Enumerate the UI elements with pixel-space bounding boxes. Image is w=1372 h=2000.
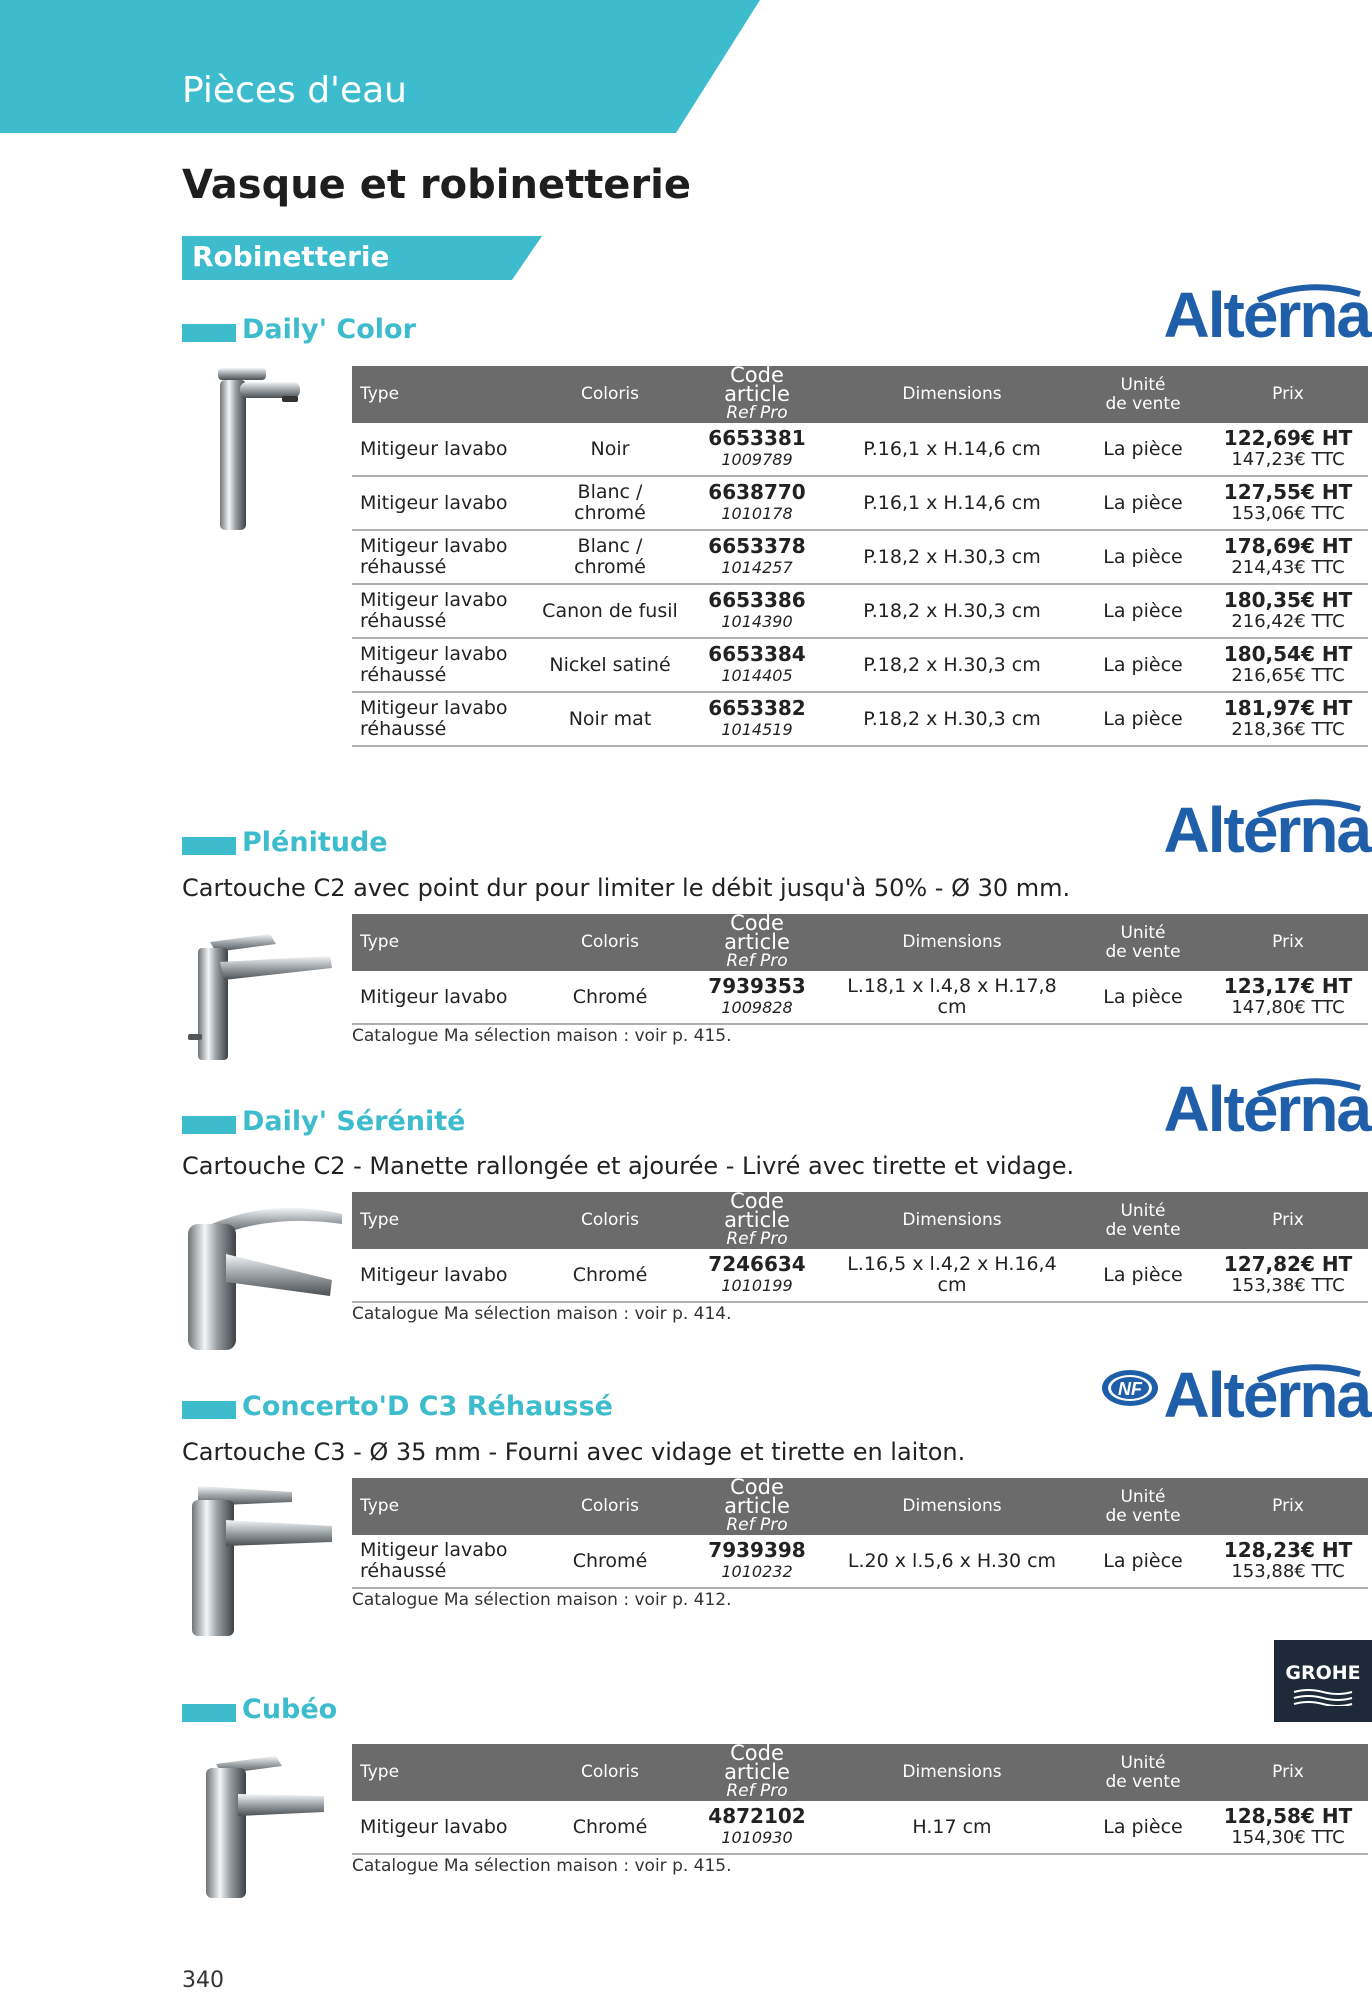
alterna-logo (1162, 795, 1372, 865)
cell-unite: La pièce (1078, 584, 1208, 638)
price-ttc: 216,65€ TTC (1231, 665, 1345, 686)
col-unite (1078, 1192, 1208, 1249)
col-unite (1078, 914, 1208, 971)
type-line-1: Mitigeur lavabo (360, 437, 508, 460)
cell-dimensions: H.17 cm (826, 1801, 1078, 1854)
col-code (688, 911, 826, 971)
price-ht: 180,54€ HT (1223, 642, 1353, 666)
cell-type (352, 530, 532, 584)
cell-prix (1208, 971, 1368, 1024)
product-table (352, 1741, 1368, 1855)
type-line-1: Mitigeur lavabo (360, 589, 508, 611)
table-row (352, 1535, 1368, 1588)
catalogue-note: Catalogue Ma sélection maison : voir p. 415. (352, 1856, 732, 1876)
col-type: Type (352, 1478, 532, 1535)
cell-prix (1208, 692, 1368, 746)
brand-name: Alterna (1163, 794, 1370, 866)
page-number: 340 (182, 1968, 224, 1993)
table-row (352, 530, 1368, 584)
cell-dimensions: L.16,5 x l.4,2 x H.16,4 cm (826, 1249, 1078, 1302)
cell-unite: La pièce (1078, 692, 1208, 746)
code-article: 6653386 (708, 588, 806, 612)
table-header-row (352, 366, 1368, 423)
section-description: Cartouche C2 avec point dur pour limiter le débit jusqu'à 50% - Ø 30 mm. (182, 874, 1071, 902)
cell-type (352, 1535, 532, 1588)
cell-unite: La pièce (1078, 1249, 1208, 1302)
nf-certification-icon (1100, 1364, 1160, 1408)
table-header-row (352, 914, 1368, 971)
col-prix: Prix (1208, 1478, 1368, 1535)
product-table (352, 1475, 1368, 1589)
col-ref-label: Ref Pro (726, 1515, 788, 1535)
section-banner (0, 0, 760, 133)
catalogue-note: Catalogue Ma sélection maison : voir p. 415. (352, 1026, 732, 1046)
col-type: Type (352, 914, 532, 971)
col-unite-2: de vente (1105, 941, 1181, 962)
ref-pro: 1014405 (721, 666, 793, 685)
ref-pro: 1010930 (721, 1828, 793, 1847)
col-dimensions: Dimensions (826, 1192, 1078, 1249)
col-code-label: Code article (724, 363, 790, 406)
cell-type (352, 423, 532, 476)
col-coloris: Coloris (532, 1744, 688, 1801)
price-ht: 128,58€ HT (1223, 1804, 1353, 1828)
table-header-row (352, 1478, 1368, 1535)
col-unite-1: Unité (1120, 374, 1166, 395)
col-unite (1078, 1478, 1208, 1535)
cell-dimensions: P.18,2 x H.30,3 cm (826, 584, 1078, 638)
cell-prix (1208, 584, 1368, 638)
price-ht: 127,55€ HT (1223, 480, 1353, 504)
cell-prix (1208, 1535, 1368, 1588)
price-ttc: 153,06€ TTC (1231, 503, 1345, 524)
cell-prix (1208, 530, 1368, 584)
brand-name: Alterna (1163, 1073, 1370, 1145)
col-code-label: Code article (724, 1741, 790, 1784)
banner-shape (0, 0, 760, 133)
sub-banner-title: Robinetterie (192, 240, 390, 273)
ref-pro: 1014390 (721, 612, 793, 631)
catalogue-note: Catalogue Ma sélection maison : voir p. 412. (352, 1590, 732, 1610)
heading-bar (182, 837, 236, 855)
col-type: Type (352, 366, 532, 423)
type-line-1: Mitigeur lavabo (360, 643, 508, 665)
cell-dimensions: P.18,2 x H.30,3 cm (826, 638, 1078, 692)
type-line-2: réhaussé (360, 556, 447, 578)
price-ttc: 147,80€ TTC (1231, 997, 1345, 1018)
code-article: 7939398 (708, 1538, 806, 1562)
code-article: 6653382 (708, 696, 806, 720)
cell-code (688, 692, 826, 746)
brand-name: Alterna (1163, 1359, 1370, 1431)
alterna-logo (1162, 280, 1372, 350)
code-article: 7939353 (708, 974, 806, 998)
ref-pro: 1010232 (721, 1562, 793, 1581)
col-ref-label: Ref Pro (726, 1781, 788, 1801)
table-row (352, 638, 1368, 692)
cell-code (688, 971, 826, 1024)
cell-coloris: Nickel satiné (532, 638, 688, 692)
type-line-1: Mitigeur lavabo (360, 491, 508, 514)
cell-type (352, 692, 532, 746)
cell-code (688, 1535, 826, 1588)
nf-label: NF (1118, 1379, 1142, 1399)
brand-name: Alterna (1163, 279, 1370, 351)
col-code (688, 363, 826, 423)
cell-coloris: Blanc / chromé (532, 530, 688, 584)
grohe-logo (1274, 1640, 1372, 1722)
alterna-logo (1162, 1360, 1372, 1430)
code-article: 6653381 (708, 426, 806, 450)
col-coloris: Coloris (532, 366, 688, 423)
heading-bar (182, 324, 236, 342)
product-table (352, 911, 1368, 1025)
col-code-label: Code article (724, 1475, 790, 1518)
ref-pro: 1010199 (721, 1276, 793, 1295)
type-line-1: Mitigeur lavabo (360, 1263, 508, 1286)
cell-code (688, 638, 826, 692)
price-ttc: 218,36€ TTC (1231, 719, 1345, 740)
grohe-waves-icon (1292, 1688, 1354, 1706)
product-table (352, 363, 1368, 747)
cell-coloris: Noir (532, 423, 688, 476)
cell-type (352, 1801, 532, 1854)
type-line-1: Mitigeur lavabo (360, 535, 508, 557)
code-article: 6653378 (708, 534, 806, 558)
cell-dimensions: L.18,1 x l.4,8 x H.17,8 cm (826, 971, 1078, 1024)
cell-coloris: Chromé (532, 1801, 688, 1854)
section-description: Cartouche C3 - Ø 35 mm - Fourni avec vidage et tirette en laiton. (182, 1438, 966, 1466)
type-line-2: réhaussé (360, 610, 447, 632)
cell-unite: La pièce (1078, 423, 1208, 476)
code-article: 4872102 (708, 1804, 806, 1828)
col-unite-2: de vente (1105, 393, 1181, 414)
code-article: 6653384 (708, 642, 806, 666)
ref-pro: 1010178 (721, 504, 793, 523)
cell-type (352, 584, 532, 638)
price-ht: 180,35€ HT (1223, 588, 1353, 612)
col-code (688, 1189, 826, 1249)
col-code (688, 1475, 826, 1535)
col-unite-1: Unité (1120, 1200, 1166, 1221)
type-line-2: réhaussé (360, 718, 447, 740)
cell-unite: La pièce (1078, 530, 1208, 584)
ref-pro: 1014519 (721, 720, 793, 739)
col-coloris: Coloris (532, 914, 688, 971)
section-name: Plénitude (242, 827, 388, 858)
cell-type (352, 971, 532, 1024)
price-ttc: 147,23€ TTC (1231, 449, 1345, 470)
cell-unite: La pièce (1078, 971, 1208, 1024)
col-unite-1: Unité (1120, 922, 1166, 943)
faucet-image (182, 1480, 336, 1640)
cell-dimensions: P.18,2 x H.30,3 cm (826, 530, 1078, 584)
section-name: Daily' Sérénité (242, 1106, 466, 1137)
price-ttc: 214,43€ TTC (1231, 557, 1345, 578)
price-ht: 178,69€ HT (1223, 534, 1353, 558)
cell-coloris: Canon de fusil (532, 584, 688, 638)
col-coloris: Coloris (532, 1192, 688, 1249)
table-row (352, 584, 1368, 638)
col-ref-label: Ref Pro (726, 1229, 788, 1249)
col-unite-1: Unité (1120, 1486, 1166, 1507)
cell-dimensions: P.16,1 x H.14,6 cm (826, 423, 1078, 476)
col-unite (1078, 1744, 1208, 1801)
section-name: Concerto'D C3 Réhaussé (242, 1391, 613, 1422)
price-ttc: 153,88€ TTC (1231, 1561, 1345, 1582)
price-ttc: 216,42€ TTC (1231, 611, 1345, 632)
table-row (352, 1801, 1368, 1854)
cell-type (352, 476, 532, 530)
cell-prix (1208, 638, 1368, 692)
col-unite-1: Unité (1120, 1752, 1166, 1773)
table-row (352, 971, 1368, 1024)
type-line-1: Mitigeur lavabo (360, 697, 508, 719)
section-name: Daily' Color (242, 314, 416, 345)
col-code-label: Code article (724, 911, 790, 954)
cell-code (688, 476, 826, 530)
ref-pro: 1009828 (721, 998, 793, 1017)
cell-code (688, 423, 826, 476)
cell-type (352, 638, 532, 692)
faucet-image (182, 1194, 346, 1354)
col-dimensions: Dimensions (826, 366, 1078, 423)
cell-prix (1208, 1249, 1368, 1302)
col-type: Type (352, 1192, 532, 1249)
cell-coloris: Blanc / chromé (532, 476, 688, 530)
table-row (352, 692, 1368, 746)
cell-code (688, 1801, 826, 1854)
faucet-image (180, 922, 342, 1064)
type-line-1: Mitigeur lavabo (360, 1539, 508, 1561)
price-ht: 127,82€ HT (1223, 1252, 1353, 1276)
cell-coloris: Chromé (532, 1249, 688, 1302)
faucet-image (210, 360, 310, 532)
price-ttc: 153,38€ TTC (1231, 1275, 1345, 1296)
cell-unite: La pièce (1078, 638, 1208, 692)
code-article: 7246634 (708, 1252, 806, 1276)
type-line-2: réhaussé (360, 1560, 447, 1582)
col-coloris: Coloris (532, 1478, 688, 1535)
cell-code (688, 1249, 826, 1302)
price-ttc: 154,30€ TTC (1231, 1827, 1345, 1848)
cell-prix (1208, 1801, 1368, 1854)
heading-bar (182, 1401, 236, 1419)
col-code (688, 1741, 826, 1801)
cell-coloris: Chromé (532, 1535, 688, 1588)
cell-dimensions: P.16,1 x H.14,6 cm (826, 476, 1078, 530)
cell-dimensions: L.20 x l.5,6 x H.30 cm (826, 1535, 1078, 1588)
col-unite (1078, 366, 1208, 423)
cell-prix (1208, 476, 1368, 530)
section-name: Cubéo (242, 1694, 338, 1725)
price-ht: 123,17€ HT (1223, 974, 1353, 998)
cell-unite: La pièce (1078, 1535, 1208, 1588)
cell-dimensions: P.18,2 x H.30,3 cm (826, 692, 1078, 746)
type-line-1: Mitigeur lavabo (360, 1815, 508, 1838)
catalogue-note: Catalogue Ma sélection maison : voir p. 414. (352, 1304, 732, 1324)
col-unite-2: de vente (1105, 1505, 1181, 1526)
col-ref-label: Ref Pro (726, 951, 788, 971)
heading-bar (182, 1116, 236, 1134)
col-prix: Prix (1208, 1744, 1368, 1801)
table-row (352, 423, 1368, 476)
ref-pro: 1014257 (721, 558, 793, 577)
price-ht: 181,97€ HT (1223, 696, 1353, 720)
cell-type (352, 1249, 532, 1302)
table-header-row (352, 1744, 1368, 1801)
cell-code (688, 530, 826, 584)
type-line-2: réhaussé (360, 664, 447, 686)
cell-unite: La pièce (1078, 1801, 1208, 1854)
sub-banner (182, 236, 542, 280)
cell-coloris: Chromé (532, 971, 688, 1024)
brand-name: GROHE (1285, 1662, 1361, 1684)
faucet-image (196, 1746, 332, 1902)
col-dimensions: Dimensions (826, 914, 1078, 971)
table-row (352, 1249, 1368, 1302)
col-prix: Prix (1208, 366, 1368, 423)
cell-code (688, 584, 826, 638)
col-type: Type (352, 1744, 532, 1801)
table-row (352, 476, 1368, 530)
section-title: Pièces d'eau (182, 70, 407, 111)
col-dimensions: Dimensions (826, 1478, 1078, 1535)
cell-prix (1208, 423, 1368, 476)
page-title: Vasque et robinetterie (182, 162, 692, 208)
cell-coloris: Noir mat (532, 692, 688, 746)
code-article: 6638770 (708, 480, 806, 504)
col-unite-2: de vente (1105, 1219, 1181, 1240)
alterna-logo (1162, 1074, 1372, 1144)
col-dimensions: Dimensions (826, 1744, 1078, 1801)
ref-pro: 1009789 (721, 450, 793, 469)
table-header-row (352, 1192, 1368, 1249)
col-code-label: Code article (724, 1189, 790, 1232)
product-table (352, 1189, 1368, 1303)
price-ht: 122,69€ HT (1223, 426, 1353, 450)
col-ref-label: Ref Pro (726, 403, 788, 423)
col-prix: Prix (1208, 914, 1368, 971)
type-line-1: Mitigeur lavabo (360, 985, 508, 1008)
col-unite-2: de vente (1105, 1771, 1181, 1792)
heading-bar (182, 1704, 236, 1722)
section-description: Cartouche C2 - Manette rallongée et ajourée - Livré avec tirette et vidage. (182, 1152, 1075, 1180)
cell-unite: La pièce (1078, 476, 1208, 530)
price-ht: 128,23€ HT (1223, 1538, 1353, 1562)
col-prix: Prix (1208, 1192, 1368, 1249)
